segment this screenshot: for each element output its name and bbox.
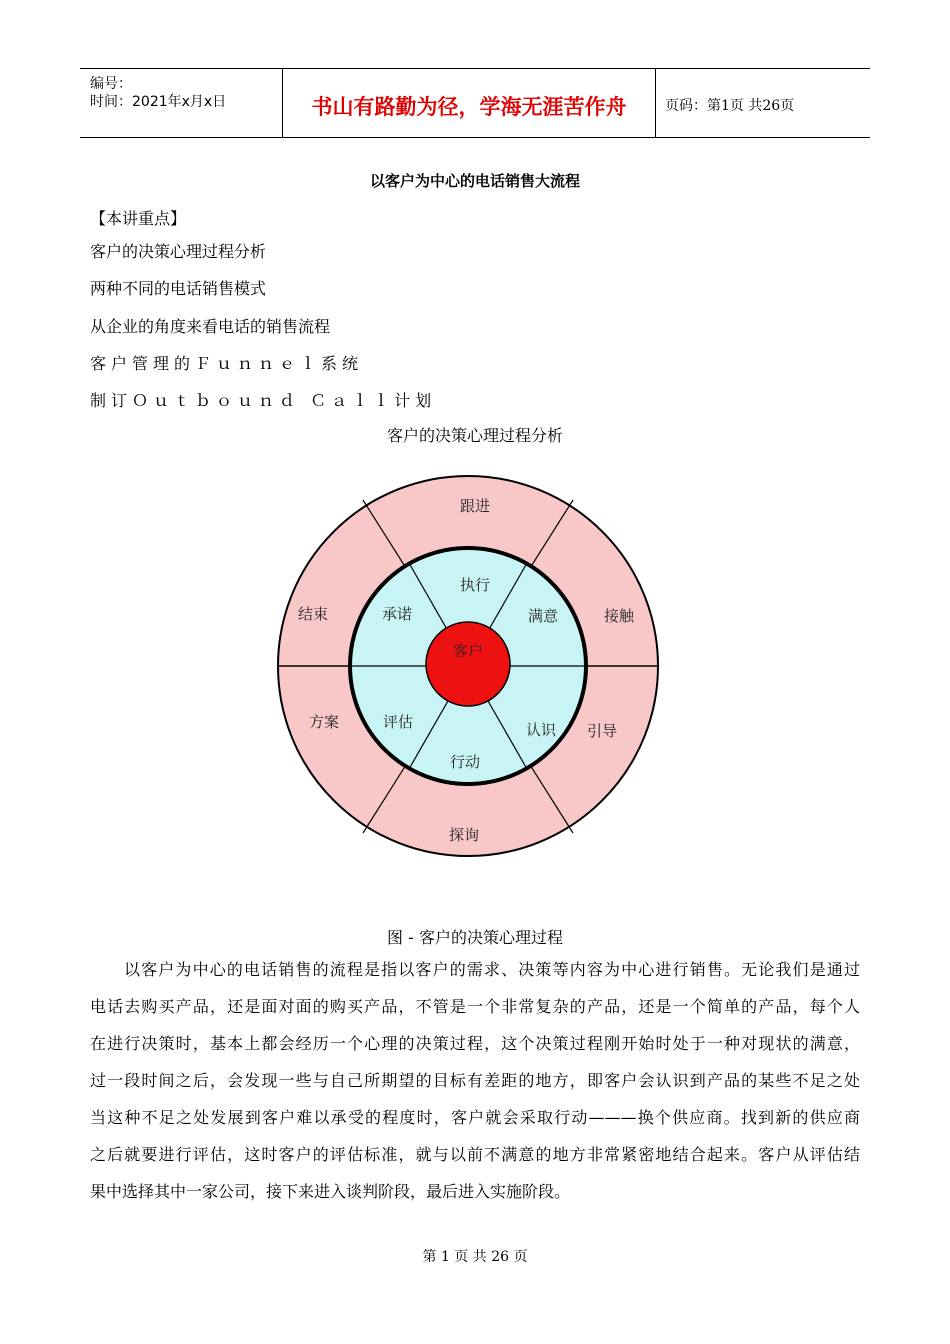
number-label: 编号： [90, 76, 132, 92]
outer-label: 方案 [308, 713, 340, 731]
figure-caption: 图 - 客户的决策心理过程 [387, 928, 563, 947]
section-title: 客户的决策心理过程分析 [386, 426, 563, 445]
page-footer: 第 1 页 共 26 页 [422, 1249, 528, 1265]
paragraph-line: 之后就要进行评估，这时客户的评估标准，就与以前不满意的地方非常紧密地结合起来。客户从评估结 [90, 1145, 860, 1164]
paragraph-line: 果中选择其中一家公司，接下来进入谈判阶段，最后进入实施阶段。 [90, 1182, 571, 1201]
outer-label: 探询 [448, 826, 480, 844]
outer-label: 接触 [603, 607, 635, 625]
paragraph-line: 以客户为中心的电话销售的流程是指以客户的需求、决策等内容为中心进行销售。无论我们是通过 [124, 960, 860, 979]
key-point-item: 制订Ｏｕｔｂｏｕｎｄ Ｃａｌｌ计划 [90, 391, 437, 410]
header-right-cell [655, 69, 870, 137]
outer-label: 跟进 [459, 497, 491, 515]
key-point-item: 从企业的角度来看电话的销售流程 [90, 317, 331, 336]
center-circle [426, 622, 510, 706]
doc-title: 以客户为中心的电话销售大流程 [369, 172, 580, 190]
paragraph-line: 电话去购买产品，还是面对面的购买产品，不管是一个非常复杂的产品，还是一个简单的产品，每个人 [90, 997, 860, 1016]
paragraph-line: 当这种不足之处发展到客户难以承受的程度时，客户就会采取行动———换个供应商。找到新的供应商 [90, 1108, 860, 1127]
time-label: 时间：2021年x月x日 [90, 94, 227, 110]
outer-label: 结束 [297, 605, 329, 623]
inner-label: 评估 [382, 713, 414, 731]
inner-label: 执行 [459, 576, 491, 594]
inner-label: 认识 [525, 721, 557, 739]
inner-label: 满意 [527, 607, 559, 625]
inner-label: 行动 [449, 753, 481, 771]
header-left-cell [80, 69, 282, 137]
inner-label: 承诺 [381, 605, 413, 623]
decision-cycle-diagram [273, 468, 673, 873]
paragraph-line: 过一段时间之后，会发现一些与自己所期望的目标有差距的地方，即客户会认识到产品的某些不足之处 [90, 1071, 860, 1090]
key-point-item: 客户的决策心理过程分析 [90, 242, 267, 261]
center-label: 客户 [452, 642, 484, 660]
header-middle-cell [282, 69, 656, 137]
outer-label: 引导 [586, 722, 618, 740]
motto: 书山有路勤为径，学海无涯苦作舟 [311, 94, 627, 119]
key-point-item: 两种不同的电话销售模式 [90, 279, 267, 298]
page-info: 页码：第1页 共26页 [665, 98, 795, 114]
key-point-item: 客户管理的Ｆｕｎｎｅｌ系统 [90, 354, 364, 373]
paragraph-line: 在进行决策时，基本上都会经历一个心理的决策过程，这个决策过程刚开始时处于一种对现状的满意， [90, 1034, 860, 1053]
key-points-heading: 【本讲重点】 [90, 209, 187, 228]
document-header [80, 68, 870, 138]
